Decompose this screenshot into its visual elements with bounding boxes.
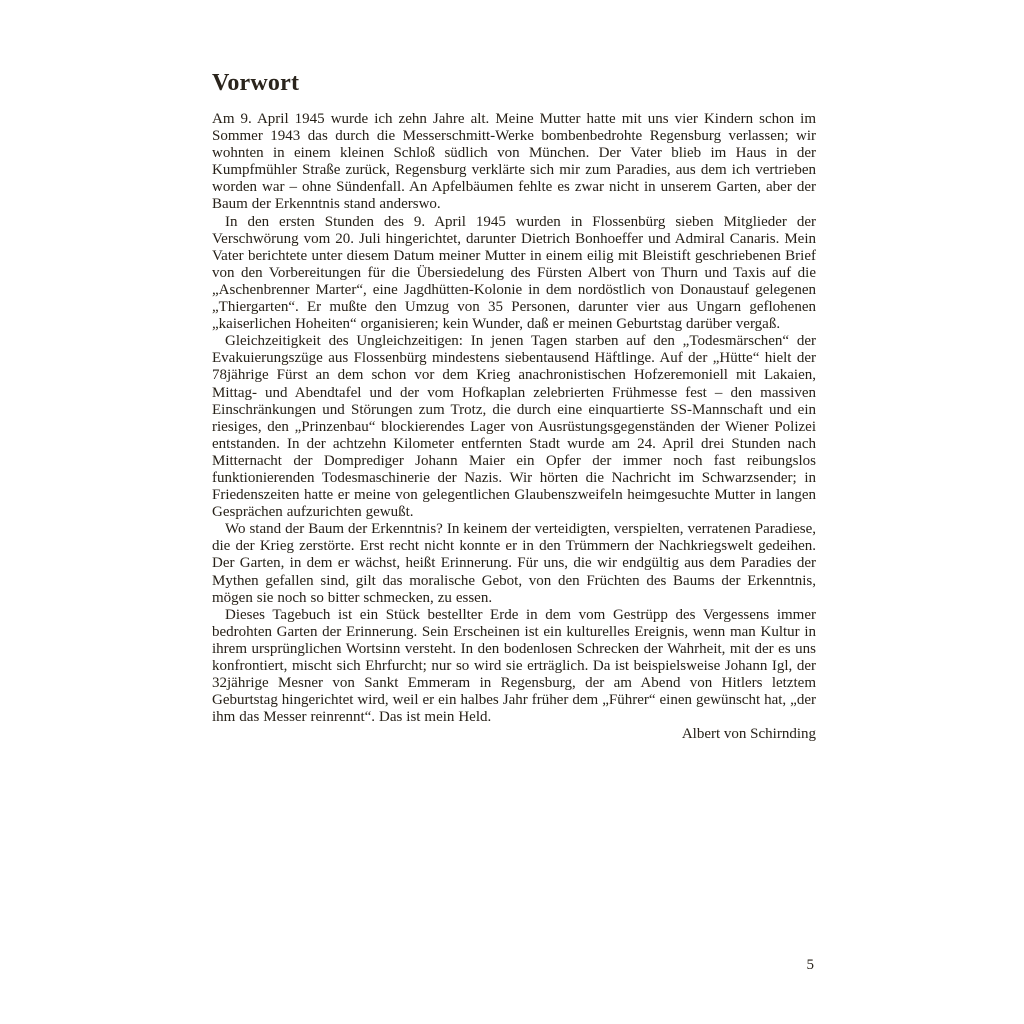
paragraph-5: Dieses Tagebuch ist ein Stück bestellter Erde in dem vom Gestrüpp des Vergessens immer bedrohten Garten der Erinnerung. Sein Erscheinen ist ein kulturelles Ereignis, wenn man Kultur in ihrem ursprünglichen Wortsinn versteht. In den bodenlosen Schrecken der Wahrheit, mit der es uns konfrontiert, mischt sich Ehrfurcht; nur so wird sie erträglich. Da ist beispielsweise Johann Igl, der 32jährige Mesner von Sankt Emmeram in Regensburg, der am Abend von Hitlers letztem Geburtstag hingerichtet wird, weil er ein halbes Jahr früher dem „Führer“ einen gewünscht hat, „der ihm das Messer reinrennt“. Das ist mein Held. [212, 606, 816, 726]
paragraph-4: Wo stand der Baum der Erkenntnis? In keinem der verteidigten, verspielten, verratenen Paradiese, die der Krieg zerstörte. Erst recht nicht konnte er in den Trümmern der Nachkriegswelt gedeihen. Der Garten, in dem er wächst, heißt Erinnerung. Für uns, die wir endgültig aus dem Paradies der Mythen gefallen sind, gilt das moralische Gebot, von den Früchten des Baums der Erkenntnis, mögen sie noch so bitter schmecken, zu essen. [212, 521, 816, 606]
paragraph-1: Am 9. April 1945 wurde ich zehn Jahre alt. Meine Mutter hatte mit uns vier Kindern schon im Sommer 1943 das durch die Messerschmitt-Werke bombenbedrohte Regensburg verlassen; wir wohnten in einem kleinen Schloß südlich von München. Der Vater blieb im Haus in der Kumpfmühler Straße zurück, Regensburg verklärte sich mir zum Paradies, aus dem ich vertrieben worden war – ohne Sündenfall. An Apfelbäumen fehlte es zwar nicht in unserem Garten, aber der Baum der Erkenntnis stand anderswo. [212, 111, 816, 213]
paragraph-3: Gleichzeitigkeit des Ungleichzeitigen: In jenen Tagen starben auf den „Todesmärschen“ der Evakuierungszüge aus Flossenbürg mindestens siebentausend Häftlinge. Auf der „Hütte“ hielt der 78jährige Fürst an dem schon vor dem Krieg anachronistischen Hofzeremoniell mit Lakaien, Mittag- und Abendtafel und der vom Hofkaplan zelebrierten Frühmesse fest – den massiven Einschränkungen und Störungen zum Trotz, die durch eine einquartierte SS-Mannschaft und ein riesiges, den „Prinzenbau“ blockierendes Lager von Ausrüstungsgegenständen der Wiener Polizei entstanden. In der achtzehn Kilometer entfernten Stadt wurde am 24. April drei Stunden nach Mitternacht der Domprediger Johann Maier ein Opfer der immer noch fast reibungslos funktionierenden Todesmaschinerie der Nazis. Wir hörten die Nachricht im Schwarzsender; in Friedenszeiten hatte er meine von gelegentlichen Glaubenszweifeln heimgesuchte Mutter in langen Gesprächen aufzurichten gewußt. [212, 333, 816, 521]
paragraph-2: In den ersten Stunden des 9. April 1945 wurden in Flossenbürg sieben Mitglieder der Verschwörung vom 20. Juli hingerichtet, darunter Dietrich Bonhoeffer und Admiral Canaris. Mein Vater berichtete unter diesem Datum meiner Mutter in einem eilig mit Bleistift geschriebenen Brief von den Vorbereitungen für die Übersiedelung des Fürsten Albert von Thurn und Taxis auf die „Aschenbrenner Marter“, eine Jagdhütten-Kolonie in dem nordöstlich von Donaustauf gelegenen „Thiergarten“. Er mußte den Umzug von 35 Personen, darunter vier aus Ungarn geflohenen „kaiserlichen Hoheiten“ organisieren; kein Wunder, daß er meinen Geburtstag darüber vergaß. [212, 213, 816, 333]
preface-text-block [212, 70, 816, 743]
author-signature: Albert von Schirnding [681, 726, 816, 743]
page-number: 5 [806, 957, 814, 973]
page-title: Vorwort [212, 70, 300, 96]
